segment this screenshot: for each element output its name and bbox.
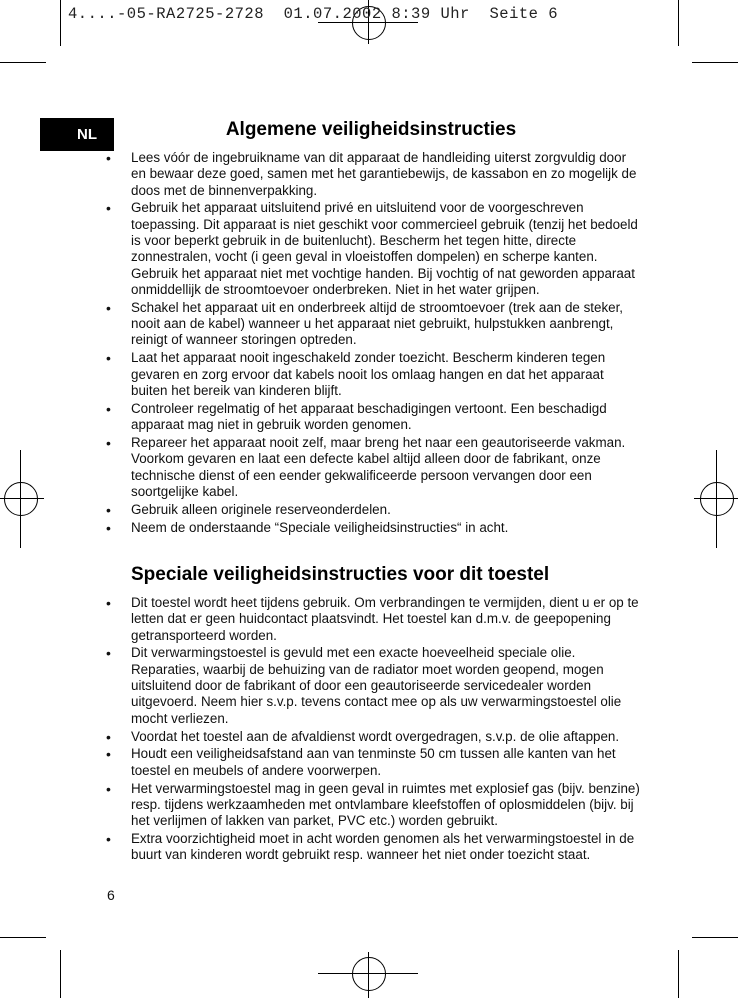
list-item: • Controleer regelmatig of het apparaat beschadigingen vertoont. Een beschadigd apparaat mag niet in gebruik worden genomen. — [100, 401, 640, 434]
crop-mark-top-right-v — [678, 0, 679, 46]
list-item: • Repareer het apparaat nooit zelf, maar breng het naar een geautoriseerde vakman. Voorkom gevaren en laat een defecte kabel altijd alleen door de fabrikant, onze technische dienst of een eender gekwalificeerde persoon vervangen door een soortgelijke kabel. — [100, 435, 640, 500]
list-item: • Neem de onderstaande “Speciale veiligheidsinstructies“ in acht. — [100, 520, 640, 536]
page-number: 6 — [107, 887, 115, 903]
list-item: • Lees vóór de ingebruikname van dit apparaat de handleiding uiterst zorgvuldig door en bewaar deze goed, samen met het garantiebewijs, de kassabon en zo mogelijk de doos met de binnenverpakking. — [100, 150, 640, 199]
list-item: • Extra voorzichtigheid moet in acht worden genomen als het verwarmingstoestel in de buurt van kinderen wordt gebruikt resp. wanneer het niet onder toezicht staat. — [100, 831, 640, 864]
crop-mark-top-right-h — [692, 62, 738, 63]
list-item: • Dit toestel wordt heet tijdens gebruik. Om verbrandingen te vermijden, dient u er op te letten dat er geen huidcontact plaatsvindt. Het toestel kan d.m.v. de geepopening getransporteerd worden. — [100, 595, 640, 644]
list-item: • Dit verwarmingstoestel is gevuld met een exacte hoeveelheid speciale olie. Reparaties, waarbij de behuizing van de radiator moet worden geopend, mogen uitsluitend door de fabrikant of door een geautoriseerde servicedealer worden uitgevoerd. Neem hier s.v.p. tevens contact mee op als uw verwarmingstoestel olie mocht verliezen. — [100, 645, 640, 726]
crop-mark-top-left-h — [0, 62, 46, 63]
list-item: • Houdt een veiligheidsafstand aan van tenminste 50 cm tussen alle kanten van het toestel en meubels of andere voorwerpen. — [100, 746, 640, 779]
list-item: • Schakel het apparaat uit en onderbreek altijd de stroomtoevoer (trek aan de steker, nooit aan de kabel) wanneer u het apparaat niet gebruikt, hulpstukken aanbrengt, reinigt of wanneer storingen optreden. — [100, 300, 640, 349]
crop-mark-bottom-right-v — [678, 950, 679, 998]
crop-mark-bottom-left-h — [0, 937, 46, 938]
list-item: • Het verwarmingstoestel mag in geen geval in ruimtes met explosief gas (bijv. benzine) resp. tijdens werkzaamheden met ontvlambare kleefstoffen of oplosmiddelen (bijv. bij het verlijmen of lakken van parket, PVC etc.) worden gebruikt. — [100, 781, 640, 830]
language-tab: NL — [40, 118, 114, 151]
list-item: • Gebruik alleen originele reserveonderdelen. — [100, 502, 640, 518]
list-item: • Voordat het toestel aan de afvaldienst wordt overgedragen, s.v.p. de olie aftappen. — [100, 729, 640, 745]
special-safety-list — [100, 595, 640, 865]
list-item: • Laat het apparaat nooit ingeschakeld zonder toezicht. Bescherm kinderen tegen gevaren en zorg ervoor dat kabels nooit los omlaag hangen en dat het apparaat buiten het bereik van kinderen blijft. — [100, 350, 640, 399]
section-title-special-safety: Speciale veiligheidsinstructies voor dit toestel — [131, 564, 550, 585]
crop-mark-top-left-v — [60, 0, 61, 46]
print-slug: 4....-05-RA2725-2728 01.07.2002 8:39 Uhr Seite 6 — [68, 5, 559, 23]
general-safety-list — [100, 150, 640, 538]
section-title-general-safety: Algemene veiligheidsinstructies — [225, 119, 517, 140]
crop-mark-bottom-left-v — [60, 950, 61, 998]
list-item: • Gebruik het apparaat uitsluitend privé en uitsluitend voor de voorgeschreven toepassing. Dit apparaat is niet geschikt voor commercieel gebruik (tenzij het bedoeld is voor beperkt gebruik in de buitenlucht). Bescherm het tegen hitte, directe zonnestralen, vocht (i geen geval in vloeistoffen dompelen) en scherpe kanten. Gebruik het apparaat niet met vochtige handen. Bij vochtig of nat geworden apparaat onmiddellijk de stroomtoevoer onderbreken. Niet in het water grijpen. — [100, 200, 640, 298]
crop-mark-bottom-right-h — [692, 937, 738, 938]
